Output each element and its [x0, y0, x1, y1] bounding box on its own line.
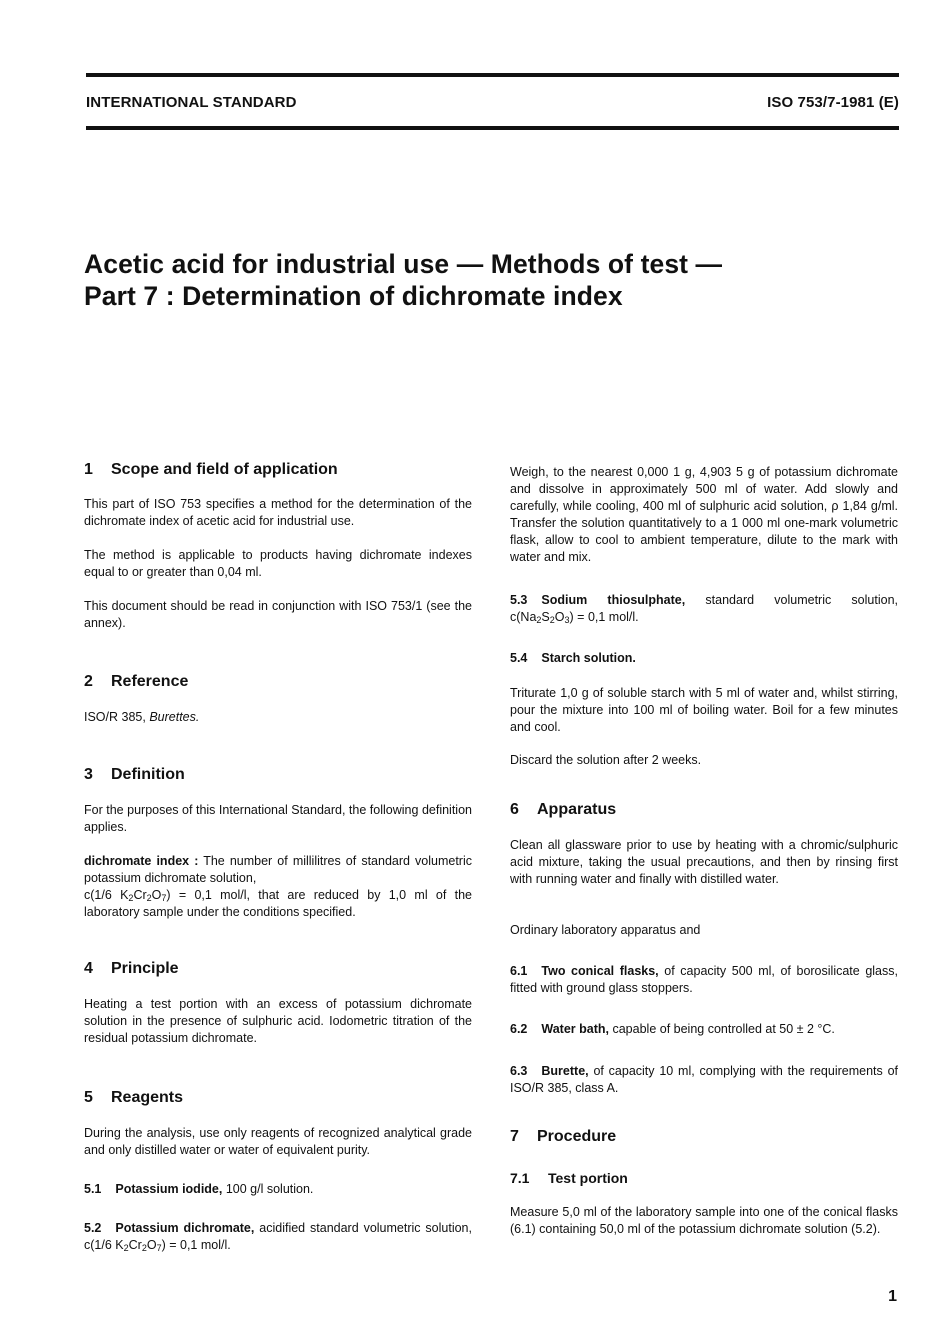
section-3-para-1: For the purposes of this International Standard, the following definition applies.: [84, 803, 472, 834]
section-5-2: 5.2 Potassium dichromate, acidified standard volumetric solution, c(1/6 $K_2Cr_2O_7) = 0,1$ mol/l.: [84, 1221, 472, 1253]
section-6-3: 6.3 Burette, of capacity 10 ml, complying with the requirements of ISO/R 385, class A.: [510, 1064, 898, 1095]
section-7-1-heading: 7.1 Test portion: [510, 1170, 628, 1186]
header-document-number: ISO 753/7-1981 (E): [767, 94, 899, 111]
section-2-reference: ISO/R 385, Burettes.: [84, 710, 200, 724]
section-5-4-heading: 5.4 Starch solution.: [510, 651, 636, 665]
section-5-para-1: During the analysis, use only reagents of recognized analytical grade and only distilled water or water of equivalent purity.: [84, 1126, 472, 1157]
section-6-para-2: Ordinary laboratory apparatus and: [510, 923, 701, 937]
title-line-1: Acetic acid for industrial use — Methods of test —: [84, 249, 723, 279]
section-3-heading: 3 Definition: [84, 766, 185, 783]
document-title: [84, 248, 884, 312]
section-2-heading: 2 Reference: [84, 673, 189, 690]
section-5-4-para-2: Discard the solution after 2 weeks.: [510, 753, 702, 767]
header-bottom-rule: [86, 126, 899, 130]
section-1-heading: 1 Scope and field of application: [84, 461, 338, 478]
header-standard-type: INTERNATIONAL STANDARD: [86, 94, 297, 111]
section-5-1: 5.1 Potassium iodide, 100 g/l solution.: [84, 1182, 314, 1196]
section-7-1-para-1: Measure 5,0 ml of the laboratory sample into one of the conical flasks (6.1) containing 50,0 ml of the potassium dichromate solution (5.2).: [510, 1205, 898, 1236]
section-6-para-1: Clean all glassware prior to use by heating with a chromic/sulphuric acid mixture, taking the usual precautions, and then by rinsing first with running water and finally with distilled water.: [510, 838, 898, 886]
section-6-2: 6.2 Water bath, capable of being controlled at 50 ± 2 °C.: [510, 1022, 835, 1036]
section-5-2-para-2: Weigh, to the nearest 0,000 1 g, 4,903 5 g of potassium dichromate and dissolve in approximately 500 ml of water. Add slowly and carefully, while cooling, 400 ml of sulphuric acid solution, ρ 1,84 g/ml. Transfer the solution quantitatively to a 1 000 ml one-mark volumetric flask, allow to cool to ambient temperature, dilute to the mark with water and mix.: [510, 465, 898, 564]
section-5-4-para-1: Triturate 1,0 g of soluble starch with 5 ml of water and, whilst stirring, pour the mixture into 100 ml of boiling water. Boil for a few minutes and cool.: [510, 686, 898, 734]
title-line-2: Part 7 : Determination of dichromate index: [84, 281, 623, 311]
section-7-heading: 7 Procedure: [510, 1128, 617, 1145]
section-1-para-2: The method is applicable to products having dichromate indexes equal to or greater than 0,04 ml.: [84, 548, 472, 579]
header-top-rule: [86, 73, 899, 77]
section-6-1: 6.1 Two conical flasks, of capacity 500 ml, of borosilicate glass, fitted with ground glass stoppers.: [510, 964, 898, 995]
section-6-heading: 6 Apparatus: [510, 801, 617, 818]
section-5-3: 5.3 Sodium thiosulphate, standard volumetric solution, $c(Na_2S_2O_3) = 0,1$ mol/l.: [510, 593, 898, 625]
section-1-para-3: This document should be read in conjunction with ISO 753/1 (see the annex).: [84, 599, 472, 630]
page-number: 1: [888, 1288, 897, 1305]
section-3-definition: dichromate index : The number of millilitres of standard volumetric potassium dichromate solution, c(1/6 $K_2Cr_2O_7) = 0,1$ mol/l, that are reduced by 1,0 ml of the laboratory sample under the conditions specified.: [84, 854, 472, 919]
section-4-heading: 4 Principle: [84, 960, 179, 977]
section-4-para-1: Heating a test portion with an excess of potassium dichromate solution in the presence of sulphuric acid. Iodometric titration of the residual potassium dichromate.: [84, 997, 472, 1045]
section-1-para-1: This part of ISO 753 specifies a method for the determination of the dichromate index of acetic acid for industrial use.: [84, 497, 472, 528]
section-5-heading: 5 Reagents: [84, 1089, 184, 1106]
